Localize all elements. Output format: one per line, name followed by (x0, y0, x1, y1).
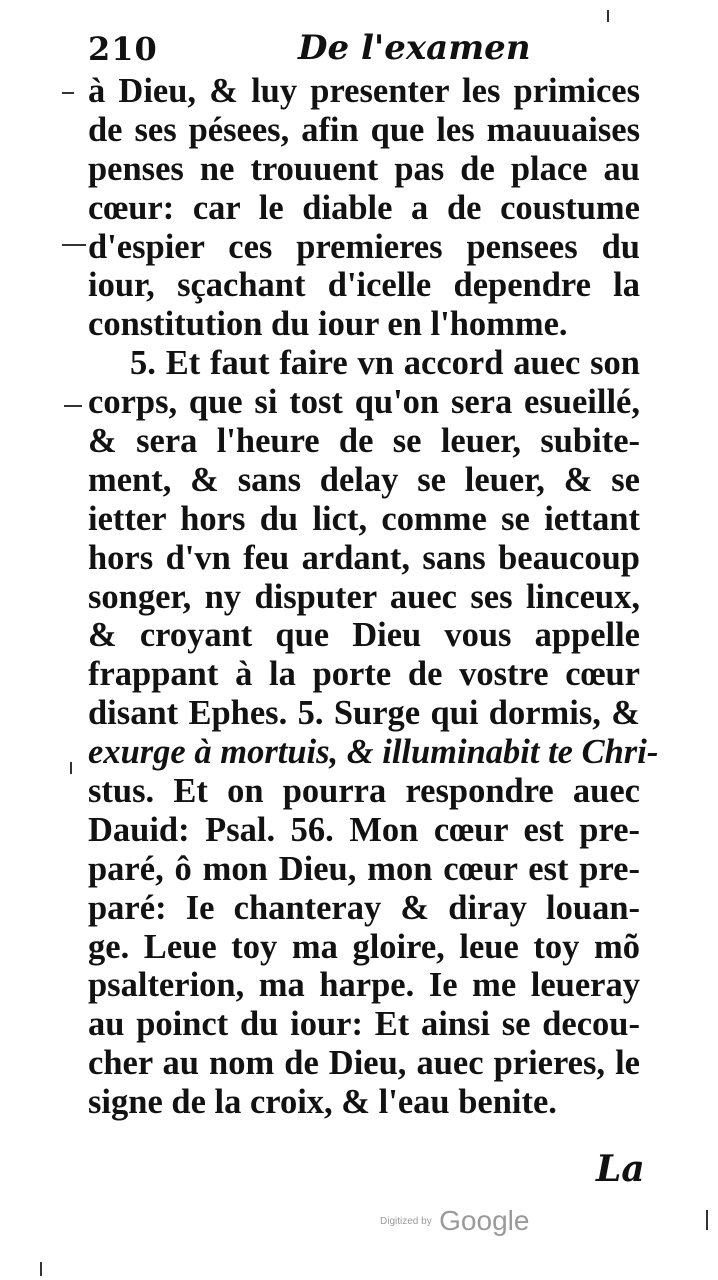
text-line: ment, & sans delay se leuer, & se (88, 460, 640, 499)
page-number: 210 (88, 30, 158, 68)
text-line: paré, ô mon Dieu, mon cœur est pre- (88, 849, 640, 888)
text-line: cœur: car le diable a de coustume (88, 188, 640, 227)
text-line: hors d'vn feu ardant, sans beaucoup (88, 538, 640, 577)
text-line: ietter hors du lict, comme se iettant (88, 499, 640, 538)
text-line: d'espier ces premieres pensees du (88, 227, 640, 266)
text-line: paré: Ie chanteray & diray louan- (88, 888, 640, 927)
text-line: iour, sçachant d'icelle dependre la (88, 266, 640, 305)
margin-mark (64, 405, 82, 407)
margin-mark (62, 244, 86, 246)
text-line: frappant à la porte de vostre cœur (88, 655, 640, 694)
watermark-prefix: Digitized by (380, 1215, 432, 1227)
margin-mark (607, 10, 609, 22)
text-line: ge. Leue toy ma gloire, leue toy mõ (88, 927, 640, 966)
text-line: constitution du iour en l'homme. (88, 305, 568, 344)
text-line: psalterion, ma harpe. Ie me leueray (88, 966, 640, 1005)
text-line: de ses pésees, afin que les mauuaises (88, 110, 640, 149)
text-line: Dauid: Psal. 56. Mon cœur est pre- (88, 810, 640, 849)
text-line: & croyant que Dieu vous appelle (88, 616, 640, 655)
text-line: disant Ephes. 5. Surge qui dormis, & (88, 694, 640, 733)
running-title: De l'examen (298, 28, 531, 68)
text-line: & sera l'heure de se leuer, subite- (88, 422, 640, 461)
text-line: penses ne trouuent pas de place au (88, 149, 640, 188)
digitization-watermark (380, 1205, 529, 1237)
text-line: songer, ny disputer auec ses linceux, (88, 577, 640, 616)
margin-mark (706, 1210, 708, 1230)
text-line: stus. Et on pourra respondre auec (88, 772, 640, 811)
catchword: La (596, 1148, 645, 1190)
margin-mark (40, 1262, 42, 1276)
text-line: à Dieu, & luy presenter les primices (88, 72, 640, 110)
text-line: cher au nom de Dieu, auec prieres, le (88, 1044, 640, 1083)
text-line-italic: exurge à mortuis, & illuminabit te Chri- (88, 733, 659, 772)
page-header (88, 26, 648, 70)
text-line: 5. Et faut faire vn accord auec son (130, 344, 640, 383)
body-text (88, 72, 659, 1122)
margin-mark (62, 92, 74, 94)
text-line: signe de la croix, & l'eau benite. (88, 1083, 557, 1122)
text-line: corps, que si tost qu'on sera esueillé, (88, 383, 640, 422)
google-logo: Google (439, 1205, 530, 1236)
text-line: au poinct du iour: Et ainsi se decou- (88, 1005, 640, 1044)
margin-mark (70, 762, 72, 774)
